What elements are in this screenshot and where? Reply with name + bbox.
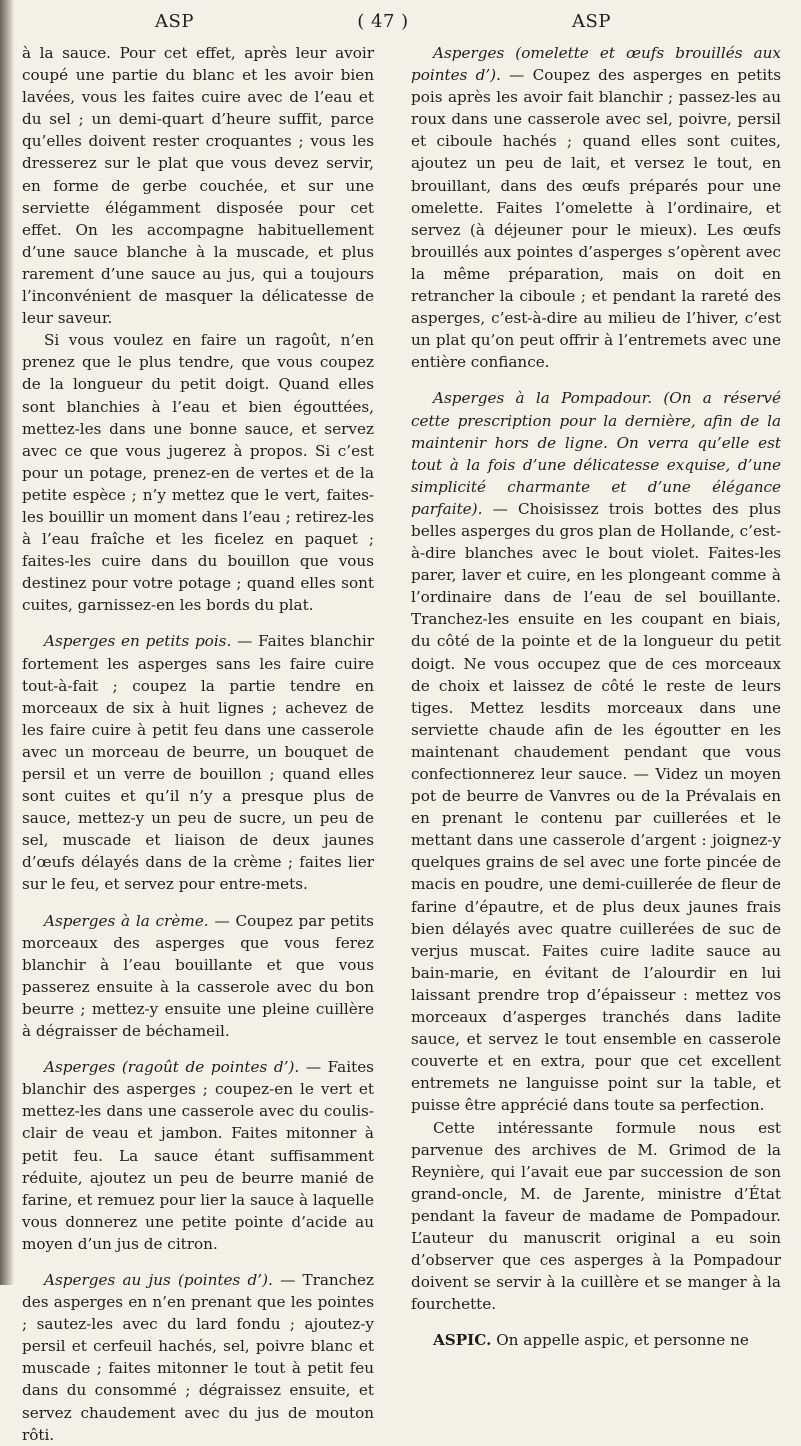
entry-heading: Asperges à la crème. [44, 911, 209, 930]
entry-paragraph: Asperges à la crème. — Coupez par petits morceaux des asperges que vous ferez blanchir à l’eau bouillante et que vous passerez ensuite à la casserole avec du bon beurre ; mettez-y ensuite une pleine cuillère à dégraisser de béchameil. [22, 911, 374, 1041]
header-right-word: ASP [572, 10, 611, 32]
page-header [30, 6, 781, 36]
entry-heading: Asperges au jus (pointes d’). [44, 1270, 273, 1289]
right-column [411, 42, 781, 1351]
entry-heading: Asperges (ragoût de pointes d’). [44, 1058, 300, 1077]
entry-paragraph: Asperges en petits pois. — Faites blanchir fortement les asperges sans les faire cuire tout-à-fait ; coupez la partie tendre en morceaux de six à huit lignes ; achevez de les faire cuire à petit feu dans une casserole avec un morceau de beurre, un bouquet de persil et un verre de bouillon ; quand elles sont cuites et qu’il n’y a presque plus de sauce, mettez-y un peu de sucre, un peu de sel, muscade et liaison de deux jaunes d’œufs délayés dans de la crème ; faites lier sur le feu, et servez pour entre-mets. [22, 632, 375, 894]
book-spine-shadow [0, 0, 14, 1285]
entry-paragraph: Asperges au jus (pointes d’). — Tranchez des asperges en n’en prenant que les pointes ; sautez-les avec du lard fondu ; ajoutez-y persil et cerfeuil hachés, sel, poivre blanc et muscade ; faites mitonner le tout à petit feu dans du consommé ; dégraissez ensuite, et servez chaudement avec du jus de mouton rôti. [22, 1270, 374, 1444]
entry-paragraph: Asperges (omelette et œufs brouillés aux pointes d’). — Coupez des asperges en petits pois après les avoir fait blanchir ; passez-les au roux dans une casserole avec sel, poivre, persil et ciboule hachés ; quand elles sont cuites, ajoutez un peu de lait, et versez le tout, en brouillant, dans des œufs préparés pour une omelette. Faites l’omelette à l’ordinaire, et servez (à déjeuner pour le mieux). Les œufs brouillés aux pointes d’asperges s’opèrent avec la même préparation, mais on doit en retrancher la ciboule ; et pendant la rareté des asperges, c’est-à-dire au milieu de l’hiver, c’est un plat qu’on peut offrir à l’entremets avec une entière confiance. [411, 44, 781, 372]
entry-heading: Asperges (omelette et œufs brouillés aux pointes d’). [411, 44, 781, 85]
entry-paragraph: Asperges à la Pompadour. (On a réservé cette prescription pour la dernière, afin de la maintenir hors de ligne. On verra qu’elle est tout à la fois d’une délicatesse exquise, d’une simplicité charmante et d’une élégance parfaite). — Choisissez trois bottes des plus belles asperges du gros plan de Hollande, c’est-à-dire blanches avec le bout violet. Faites-les parer, laver et cuire, en les plongeant comme à l’ordinaire dans de l’eau de sel bouillante. Tranchez-les ensuite en les coupant en biais, du côté de la pointe et de la longueur du petit doigt. Ne vous occupez que de ces morceaux de choix et laissez de côté le reste de leurs tiges. Mettez lesdits morceaux dans une serviette chaude afin de les égoutter en les maintenant chaudement pendant que vous confectionnerez leur sauce. — Videz un moyen pot de beurre de Vanvres ou de la Prévalais en en prenant le contenu par cuillerées et le mettant dans une casserole d’argent : joignez-y quelques grains de sel avec une forte pincée de macis en poudre, une demi-cuillerée de fleur de farine d’épautre, et de plus deux jaunes frais bien délayés avec quatre cuillerées de suc de verjus muscat. Faites cuire ladite sauce au bain-marie, en évitant de l’alourdir en lui laissant prendre trop d’épaisseur : mettez vos morceaux d’asperges tranchés dans ladite sauce, et servez le tout ensemble en casserole couverte et en extra, pour que cet excellent entremets ne languisse point sur la table, et puisse être apprécié dans toute sa perfection. [411, 389, 781, 1115]
entry-heading: ASPIC. [433, 1331, 492, 1350]
entry-heading: Asperges à la Pompadour. (On a réservé cette prescription pour la dernière, afin de la maintenir hors de ligne. On verra qu’elle est tout à la fois d’une délicatesse exquise, d’une simplicité charmante et d’une élégance parfaite). [411, 389, 781, 518]
entry-paragraph: ASPIC. On appelle aspic, et personne ne [433, 1331, 749, 1350]
paragraph: Cette intéressante formule nous est parvenue des archives de M. Grimod de la Reynière, qui l’avait eue par succession de son grand-oncle, M. de Jarente, ministre d’État pendant la faveur de madame de Pompadour. L’auteur du manuscrit original a eu soin d’observer que ces asperges à la Pompadour doivent se servir à la cuillère et se manger à la fourchette. [411, 1118, 781, 1314]
paragraph: à la sauce. Pour cet effet, après leur avoir coupé une partie du blanc et les avoir bien lavées, vous les faites cuire avec de l’eau et du sel ; un demi-quart d’heure suffit, parce qu’elles doivent rester croquantes ; vous les dresserez sur le plat que vous devez servir, en forme de gerbe couchée, et sur une serviette élégamment disposée pour cet effet. On les accompagne habituellement d’une sauce blanche à la muscade, et plus rarement d’une sauce au jus, qui a toujours l’inconvénient de masquer la délicatesse de leur saveur. [22, 44, 374, 328]
left-column [22, 42, 374, 1446]
page-number: ( 47 ) [357, 10, 409, 32]
paragraph: Si vous voulez en faire un ragoût, n’en prenez que le plus tendre, que vous coupez de la longueur du petit doigt. Quand elles sont blanchies à l’eau et bien égouttées, mettez-les dans une bonne sauce, et servez avec ce que vous jugerez à propos. Si c’est pour un potage, prenez-en de vertes et de la petite espèce ; n’y mettez que le vert, faites-les bouillir un moment dans l’eau ; retirez-les à l’eau fraîche et les ficelez en paquet ; faites-les cuire dans du bouillon que vous destinez pour votre potage ; quand elles sont cuites, garnissez-en les bords du plat. [22, 331, 374, 615]
header-left-word: ASP [155, 10, 194, 32]
entry-heading: Asperges en petits pois. [44, 632, 232, 651]
entry-paragraph: Asperges (ragoût de pointes d’). — Faites blanchir des asperges ; coupez-en le vert et mettez-les dans une casserole avec du coulis-clair de veau et jambon. Faites mitonner à petit feu. La sauce étant suffisamment réduite, ajoutez un peu de beurre manié de farine, et remuez pour lier la sauce à laquelle vous donnerez une petite pointe d’acide au moyen d’un jus de citron. [22, 1058, 374, 1253]
